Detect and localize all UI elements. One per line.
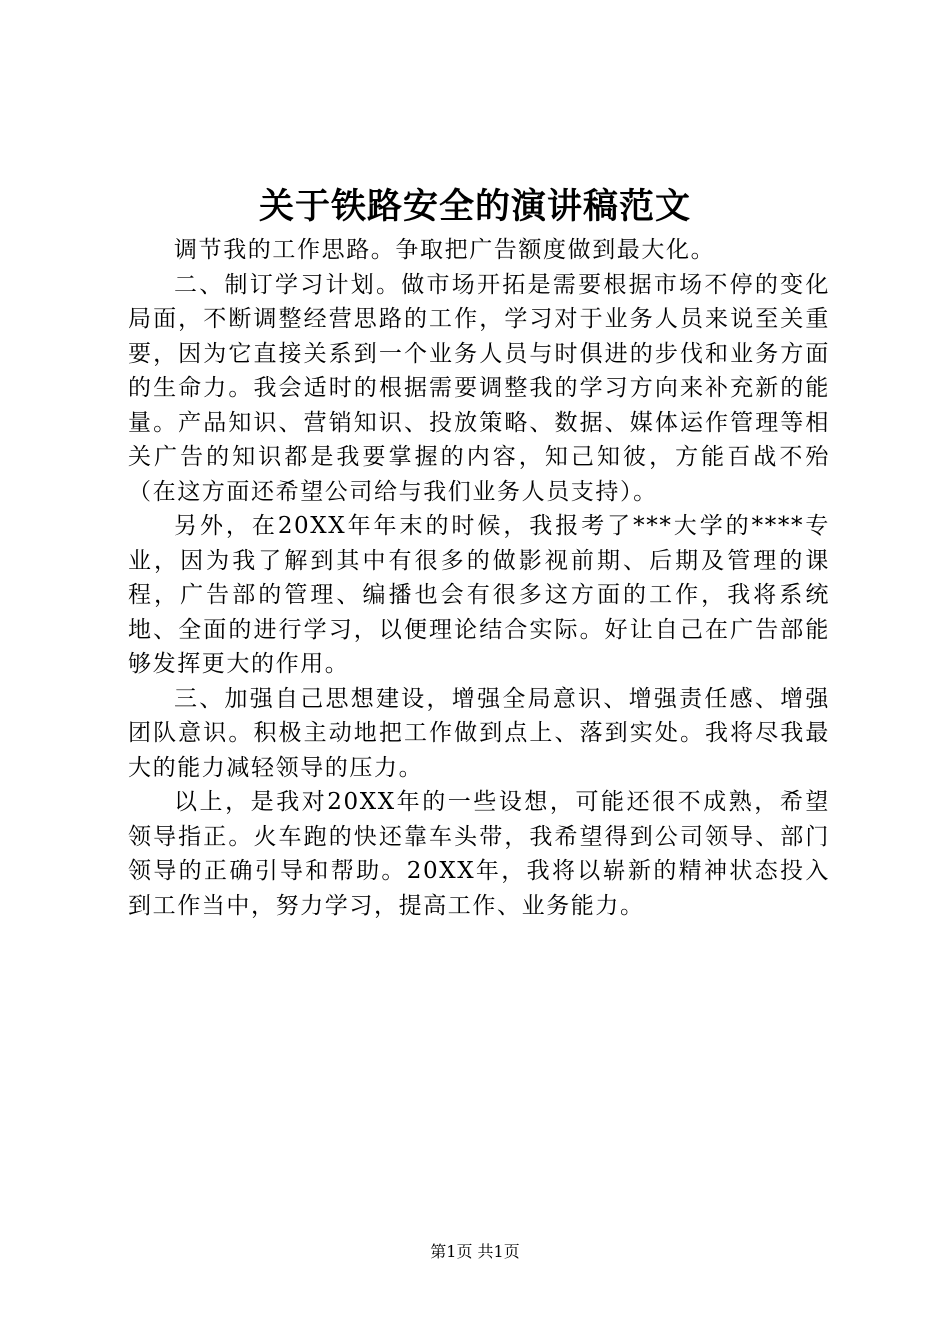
document-body [128,233,830,923]
paragraph-2: 二、制订学习计划。做市场开拓是需要根据市场不停的变化局面，不断调整经营思路的工作，学习对于业务人员来说至关重要，因为它直接关系到一个业务人员与时俱进的步伐和业务方面的生命力。我会适时的根据需要调整我的学习方向来补充新的能量。产品知识、营销知识、投放策略、数据、媒体运作管理等相关广告的知识都是我要掌握的内容，知己知彼，方能百战不殆（在这方面还希望公司给与我们业务人员支持）。 [128,271,830,505]
paragraph-3: 另外，在20XX年年末的时候，我报考了***大学的****专业，因为我了解到其中有很多的做影视前期、后期及管理的课程，广告部的管理、编播也会有很多这方面的工作，我将系统地、全面的进行学习，以便理论结合实际。好让自己在广告部能够发挥更大的作用。 [128,513,830,677]
paragraph-1: 调节我的工作思路。争取把广告额度做到最大化。 [174,237,716,263]
document-title: 关于铁路安全的演讲稿范文 [258,186,691,227]
paragraph-5: 以上，是我对20XX年的一些设想，可能还很不成熟，希望领导指正。火车跑的快还靠车头带，我希望得到公司领导、部门领导的正确引导和帮助。20XX年，我将以崭新的精神状态投入到工作当中，努力学习，提高工作、业务能力。 [128,789,830,919]
page-number-footer: 第1页 共1页 [430,1242,520,1261]
paragraph-4: 三、加强自己思想建设，增强全局意识、增强责任感、增强团队意识。积极主动地把工作做到点上、落到实处。我将尽我最大的能力减轻领导的压力。 [128,685,830,781]
